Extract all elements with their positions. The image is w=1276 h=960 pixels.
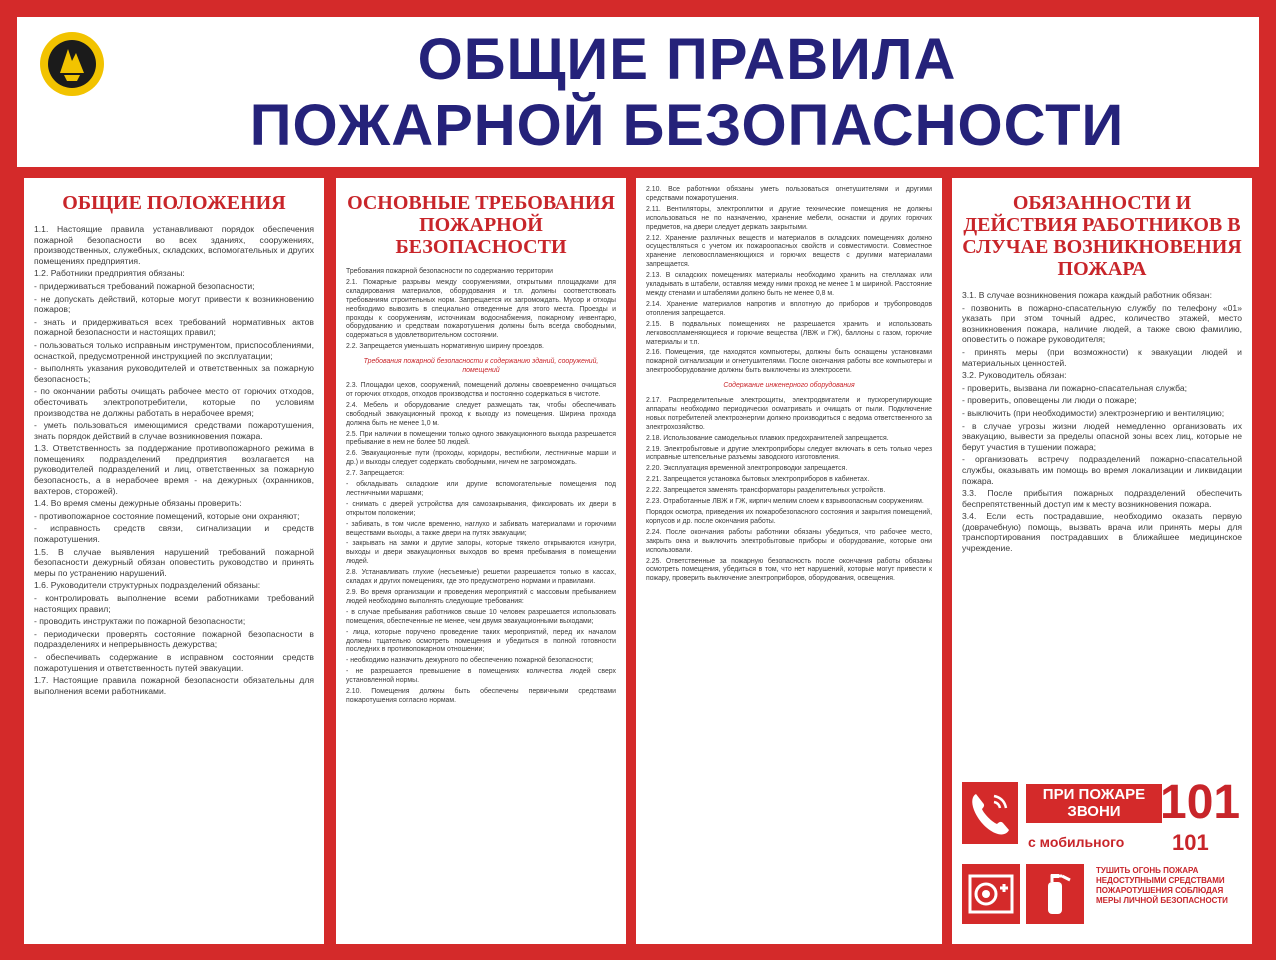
paragraph: - выключить (при необходимости) электроэнергию и вентиляцию;	[962, 407, 1225, 418]
paragraph: 2.3. Площадки цехов, сооружений, помещений должны своевременно очищаться от горючих отходов, отходов производства и постоянно содержаться в чистоте.	[346, 381, 616, 398]
paragraph: - знать и придерживаться всех требований нормативных актов пожарной безопасности и настоящих правил;	[34, 316, 314, 338]
paragraph: - уметь пользоваться имеющимися средствами пожаротушения, знать порядок действий в случае возникновения пожара.	[34, 420, 314, 441]
paragraph: 2.13. В складских помещениях материалы необходимо хранить на стеллажах или укладывать в штабели, оставляя между ними проход не менее 1 м шириной. Расстояние между стенами и штабелями должно быть не менее 0,8 м.	[646, 272, 932, 297]
paragraph: - придерживаться требований пожарной безопасности;	[34, 280, 255, 291]
paragraph: 2.2. Запрещается уменьшать нормативную ширину проездов.	[346, 343, 544, 351]
paragraph: 1.5. В случае выявления нарушений требований пожарной безопасности дежурный обязан оповестить руководство и принять меры по устранению нарушений.	[34, 546, 314, 578]
paragraph: - выполнять указания руководителей и ответственных за пожарную безопасность;	[34, 363, 314, 384]
paragraph: 3.4. Если есть пострадавшие, необходимо оказать первую (доврачебную) помощь, вызвать врача или принять меры для транспортирования пострадавших в ближайшее медицинское учреждение.	[962, 511, 1242, 554]
title-line-2: ПОЖАРНОЙ БЕЗОПАСНОСТИ	[249, 93, 1125, 158]
subheading: Требования пожарной безопасности к содержанию зданий, сооружений, помещений	[363, 358, 599, 375]
paragraph: - периодически проверять состояние пожарной безопасности в подразделениях и непрерывность дежурства;	[34, 628, 314, 650]
paragraph: 2.16. Помещения, где находятся компьютеры, должны быть оснащены установками пожарной сигнализации и огнетушителями. После окончания работы все компьютеры и электрооборудование должны быть выключены из электросети.	[646, 349, 932, 375]
paragraph: - организовать встречу подразделений пожарно-спасательной службы, оказывать им помощь во время локализации и ликвидации пожара.	[962, 454, 1242, 486]
paragraph: - проверить, оповещены ли люди о пожаре;	[962, 395, 1137, 406]
subheading: Содержание инженерного оборудования	[723, 382, 855, 390]
column-text	[646, 186, 932, 584]
fire-hose-sign	[962, 864, 1020, 924]
paragraph: Порядок осмотра, приведения их пожаробезопасного состояния и закрытия помещений, корпусов и др. после окончания работы.	[646, 509, 932, 525]
column-title: ОБЩИЕ ПОЛОЖЕНИЯ	[62, 192, 286, 214]
mobile-label: с мобильного	[1028, 834, 1125, 850]
extinguisher-sign	[1026, 864, 1084, 924]
paragraph: - позвонить в пожарно-спасательную службу по телефону «01» указать при этом точный адрес, количество этажей, место возникновения пожара, наличие людей, а также свою фамилию, оповестить о пожаре руководителя;	[962, 302, 1242, 345]
paragraph: 1.7. Настоящие правила пожарной безопасности обязательны для выполнения всеми работниками.	[34, 675, 314, 696]
paragraph: - пользоваться только исправным инструментом, приспособлениями, оснасткой, предусмотренной инструкцией по эксплуатации;	[34, 339, 314, 361]
paragraph: 1.2. Работники предприятия обязаны:	[34, 268, 185, 279]
column-basic-requirements	[336, 178, 626, 944]
fire-hose-icon	[962, 864, 1020, 924]
paragraph: 1.4. Во время смены дежурные обязаны проверить:	[34, 498, 242, 509]
paragraph: - принять меры (при возможности) к эвакуации людей и материальных ценностей.	[962, 346, 1242, 368]
paragraph: - по окончании работы очищать рабочее место от горючих отходов, обесточивать электропотребители, которые по условиям производства не должны работать в нерабочее время;	[34, 386, 314, 418]
paragraph: - закрывать на замки и другие запоры, которые тяжело открываются изнутри, выходы и двери эвакуационных выходов во время пребывания в помещении людей.	[346, 540, 616, 566]
column-title: ОБЯЗАННОСТИ И ДЕЙСТВИЯ РАБОТНИКОВ В СЛУЧАЕ ВОЗНИКНОВЕНИЯ ПОЖАРА	[962, 192, 1242, 280]
paragraph: 3.1. В случае возникновения пожара каждый работник обязан:	[962, 290, 1213, 300]
call-number: 101	[1160, 776, 1241, 829]
paragraph: - в случае угрозы жизни людей немедленно организовать их эвакуацию, вывести за пределы опасной зоны всех лиц, которые не берут участия в тушении пожара;	[962, 420, 1242, 452]
paragraph: - проводить инструктажи по пожарной безопасности;	[34, 616, 246, 627]
safety-note: ТУШИТЬ ОГОНЬ ПОЖАРА НЕДОСТУПНЫМИ СРЕДСТВАМИ ПОЖАРОТУШЕНИЯ СОБЛЮДАЯ МЕРЫ ЛИЧНОЙ БЕЗОПАСНОСТИ	[1096, 866, 1228, 905]
paragraph: - обеспечивать содержание в исправном состоянии средств пожаротушения и ответственность путей эвакуации.	[34, 651, 314, 673]
paragraph: 2.8. Устанавливать глухие (несъемные) решетки разрешается только в кассах, складах и других помещениях, где это предусмотрено нормами и правилами.	[346, 569, 616, 586]
paragraph: - обкладывать складские или другие вспомогательные помещения под лестничными маршами;	[346, 481, 616, 497]
paragraph: 2.12. Хранение различных веществ и материалов в складских помещениях должно осуществляться с учетом их пожароопасных свойств и совместимости. Совместное хранение легковоспламеняющихся и горючих веществ с другими материалами запрещается.	[646, 234, 932, 269]
paragraph: 2.21. Запрещается установка бытовых электроприборов в кабинетах.	[646, 476, 870, 484]
paragraph: - в случае пребывания работников свыше 10 человек разрешается использовать помещения, обеспеченные не менее, чем двумя эвакуационными выходами;	[346, 608, 616, 625]
paragraph: 2.20. Эксплуатация временной электропроводки запрещается.	[646, 465, 848, 473]
call-label: ПРИ ПОЖАРЕ ЗВОНИ	[1026, 784, 1162, 823]
column-text	[34, 224, 314, 696]
paragraph: 2.17. Распределительные электрощиты, электродвигатели и пускорегулирующие аппараты необходимо периодически осматривать и очищать от пыли. Подключение новых потребителей электроэнергии должно производиться с ведома ответственного за электрохозяйство.	[646, 397, 932, 431]
phone-icon	[962, 782, 1018, 844]
paragraph: 2.23. Отработанные ЛВЖ и ГЖ, кирпич мелким слоем к взрывоопасным сооружениям.	[646, 498, 924, 506]
paragraph: 1.3. Ответственность за поддержание противопожарного режима в помещениях подразделений предприятия возлагается на руководителей подразделений и лиц, ответственных за пожарную безопасность, а в нерабочее время - на дежурных (охранников, вахтеров, сторожей).	[34, 443, 314, 496]
paragraph: 3.3. После прибытия пожарных подразделений обеспечить беспрепятственный доступ им к месту возникновения пожара.	[962, 488, 1242, 509]
paragraph: 2.10. Все работники обязаны уметь пользоваться огнетушителями и другими средствами пожаротушения.	[646, 186, 932, 202]
column-continued-requirements	[636, 178, 942, 944]
paragraph: - проверить, вызвана ли пожарно-спасательная служба;	[962, 382, 1188, 393]
paragraph: 2.1. Пожарные разрывы между сооружениями, открытыми площадками для складирования материалов, оборудования и т.п. должны соответствовать требованиям строительных норм. Запрещается их загромождать. Мусор и отходы необходимо вывозить в специально отведенные для этого места. Проезды и проходы к сооружениям, источникам водоснабжения, пожарному инвентарю, оборудованию и средствам пожаротушения должны быть всегда свободными, содержаться в удовлетворительном состоянии.	[346, 278, 616, 340]
paragraph: 2.24. После окончания работы работники обязаны убедиться, что рабочее место, закрыть окна и выключить электробытовые приборы и оборудование, которые они использовали.	[646, 528, 932, 554]
paragraph: - исправность средств связи, сигнализации и средств пожаротушения.	[34, 523, 314, 545]
paragraph: 2.25. Ответственные за пожарную безопасность после окончания работы обязаны осмотреть помещения, убедиться в том, что нет нарушений, которые могут привести к пожару, проверить выключение электроприборов, оборудования, освещения.	[646, 557, 932, 583]
column-text	[962, 290, 1242, 554]
paragraph: 2.14. Хранение материалов напротив и вплотную до приборов и трубопроводов отопления запрещается.	[646, 300, 932, 317]
mobile-number: 101	[1172, 830, 1209, 855]
phone-sign	[962, 782, 1018, 844]
paragraph: 3.2. Руководитель обязан:	[962, 370, 1067, 381]
fire-logo-icon	[39, 31, 105, 97]
paragraph: - лица, которые поручено проведение таких мероприятий, перед их началом должны тщательно осмотреть помещения и убедиться в полной готовности последних в противопожарном отношении;	[346, 628, 616, 654]
paragraph: - не разрешается превышение в помещениях количества людей сверх установленной нормы.	[346, 668, 616, 685]
paragraph: 2.19. Электробытовые и другие электроприборы следует включать в сеть только через исправные штепсельные разъемы заводского изготовления.	[646, 445, 932, 462]
paragraph: 2.6. Эвакуационные пути (проходы, коридоры, вестибюли, лестничные марши и др.) и выходы следует содержать свободными, ничем не загромождать.	[346, 450, 616, 467]
paragraph: 2.10. Помещения должны быть обеспечены первичными средствами пожаротушения согласно нормам.	[346, 688, 616, 704]
paragraph: 2.18. Использование самодельных плавких предохранителей запрещается.	[646, 434, 889, 442]
paragraph: Требования пожарной безопасности по содержанию территории	[346, 268, 553, 275]
paragraph: 2.7. Запрещается:	[346, 470, 405, 478]
paragraph: 2.9. Во время организации и проведения мероприятий с массовым пребыванием людей необходимо выполнять следующие требования:	[346, 589, 616, 605]
column-title: ОСНОВНЫЕ ТРЕБОВАНИЯ ПОЖАРНОЙ БЕЗОПАСНОСТИ	[347, 192, 615, 258]
paragraph: 2.5. При наличии в помещении только одного эвакуационного выхода разрешается пребывание в нем не более 50 людей.	[346, 430, 616, 447]
paragraph: - снимать с дверей устройства для самозакрывания, фиксировать их двери в открытом положении;	[346, 500, 616, 517]
paragraph: 1.6. Руководители структурных подразделений обязаны:	[34, 580, 261, 591]
paragraph: - не допускать действий, которые могут привести к возникновению пожаров;	[34, 293, 314, 315]
paragraph: - контролировать выполнение всеми работниками требований настоящих правил;	[34, 593, 314, 614]
paragraph: 2.15. В подвальных помещениях не разрешается хранить и использовать легковоспламеняющиеся и горючие вещества (ЛВЖ и ГЖ), баллоны с газом, горючие материалы и т.п.	[646, 320, 932, 346]
paragraph: 2.22. Запрещается заменять трансформаторы разделительных устройств.	[646, 487, 886, 495]
equipment-icons	[958, 862, 1246, 934]
paragraph: 2.11. Вентиляторы, электроплитки и другие технические помещения не должны использоваться не по назначению, хранение мебели, оснастки и других горючих предметов, на двери следует держать закрытыми.	[646, 205, 932, 231]
paragraph: - необходимо назначить дежурного по обеспечению пожарной безопасности;	[346, 657, 594, 665]
emergency-call-block	[958, 776, 1246, 858]
paragraph: - противопожарное состояние помещений, которые они охраняют;	[34, 510, 300, 521]
column-text	[346, 268, 616, 706]
fire-extinguisher-icon	[1026, 864, 1084, 924]
header-panel	[14, 14, 1262, 170]
page-title	[127, 27, 1247, 159]
paragraph: 2.4. Мебель и оборудование следует размещать так, чтобы обеспечивать свободный эвакуационный проход к выходу из помещения. Ширина прохода должна быть не менее 1,0 м.	[346, 401, 616, 427]
paragraph: 1.1. Настоящие правила устанавливают порядок обеспечения пожарной безопасности во всех зданиях, сооружениях, производственных, служебных, складских, вспомогательных и других помещениях предприятия.	[34, 224, 314, 266]
paragraph: - забивать, в том числе временно, наглухо и забивать материалами и горючими веществами выходы, а также двери на путях эвакуации;	[346, 520, 616, 537]
column-general-provisions	[24, 178, 324, 944]
title-line-1: ОБЩИЕ ПРАВИЛА	[417, 27, 957, 92]
